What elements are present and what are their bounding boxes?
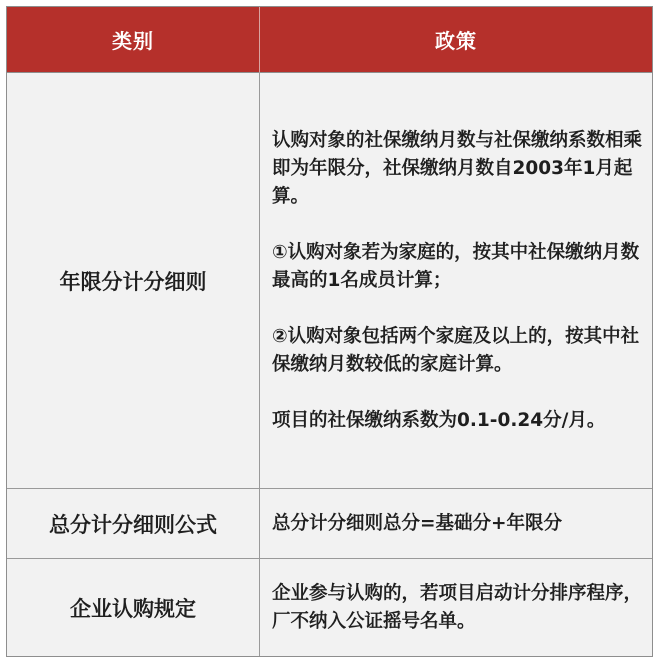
row-policy-year-score	[260, 73, 652, 489]
policy-paragraph: 认购对象的社保缴纳月数与社保缴纳系数相乘即为年限分，社保缴纳月数自2003年1月起算。	[272, 129, 643, 207]
policy-paragraph: 项目的社保缴纳系数为0.1-0.24分/月。	[272, 409, 606, 431]
row-category-enterprise: 企业认购规定	[7, 559, 260, 656]
header-category: 类别	[7, 7, 260, 73]
policy-paragraph: ①认购对象若为家庭的，按其中社保缴纳月数最高的1名成员计算；	[272, 241, 640, 291]
policy-table	[6, 6, 653, 657]
header-policy: 政策	[260, 7, 652, 73]
row-policy-total-formula	[260, 489, 652, 559]
row-category-total-formula: 总分计分细则公式	[7, 489, 260, 559]
policy-paragraph: 总分计分细则总分=基础分+年限分	[272, 512, 563, 534]
policy-paragraph: 企业参与认购的，若项目启动计分排序程序，厂不纳入公证摇号名单。	[272, 582, 643, 632]
row-policy-enterprise	[260, 559, 652, 656]
row-category-year-score: 年限分计分细则	[7, 73, 260, 489]
policy-paragraph: ②认购对象包括两个家庭及以上的，按其中社保缴纳月数较低的家庭计算。	[272, 325, 640, 375]
